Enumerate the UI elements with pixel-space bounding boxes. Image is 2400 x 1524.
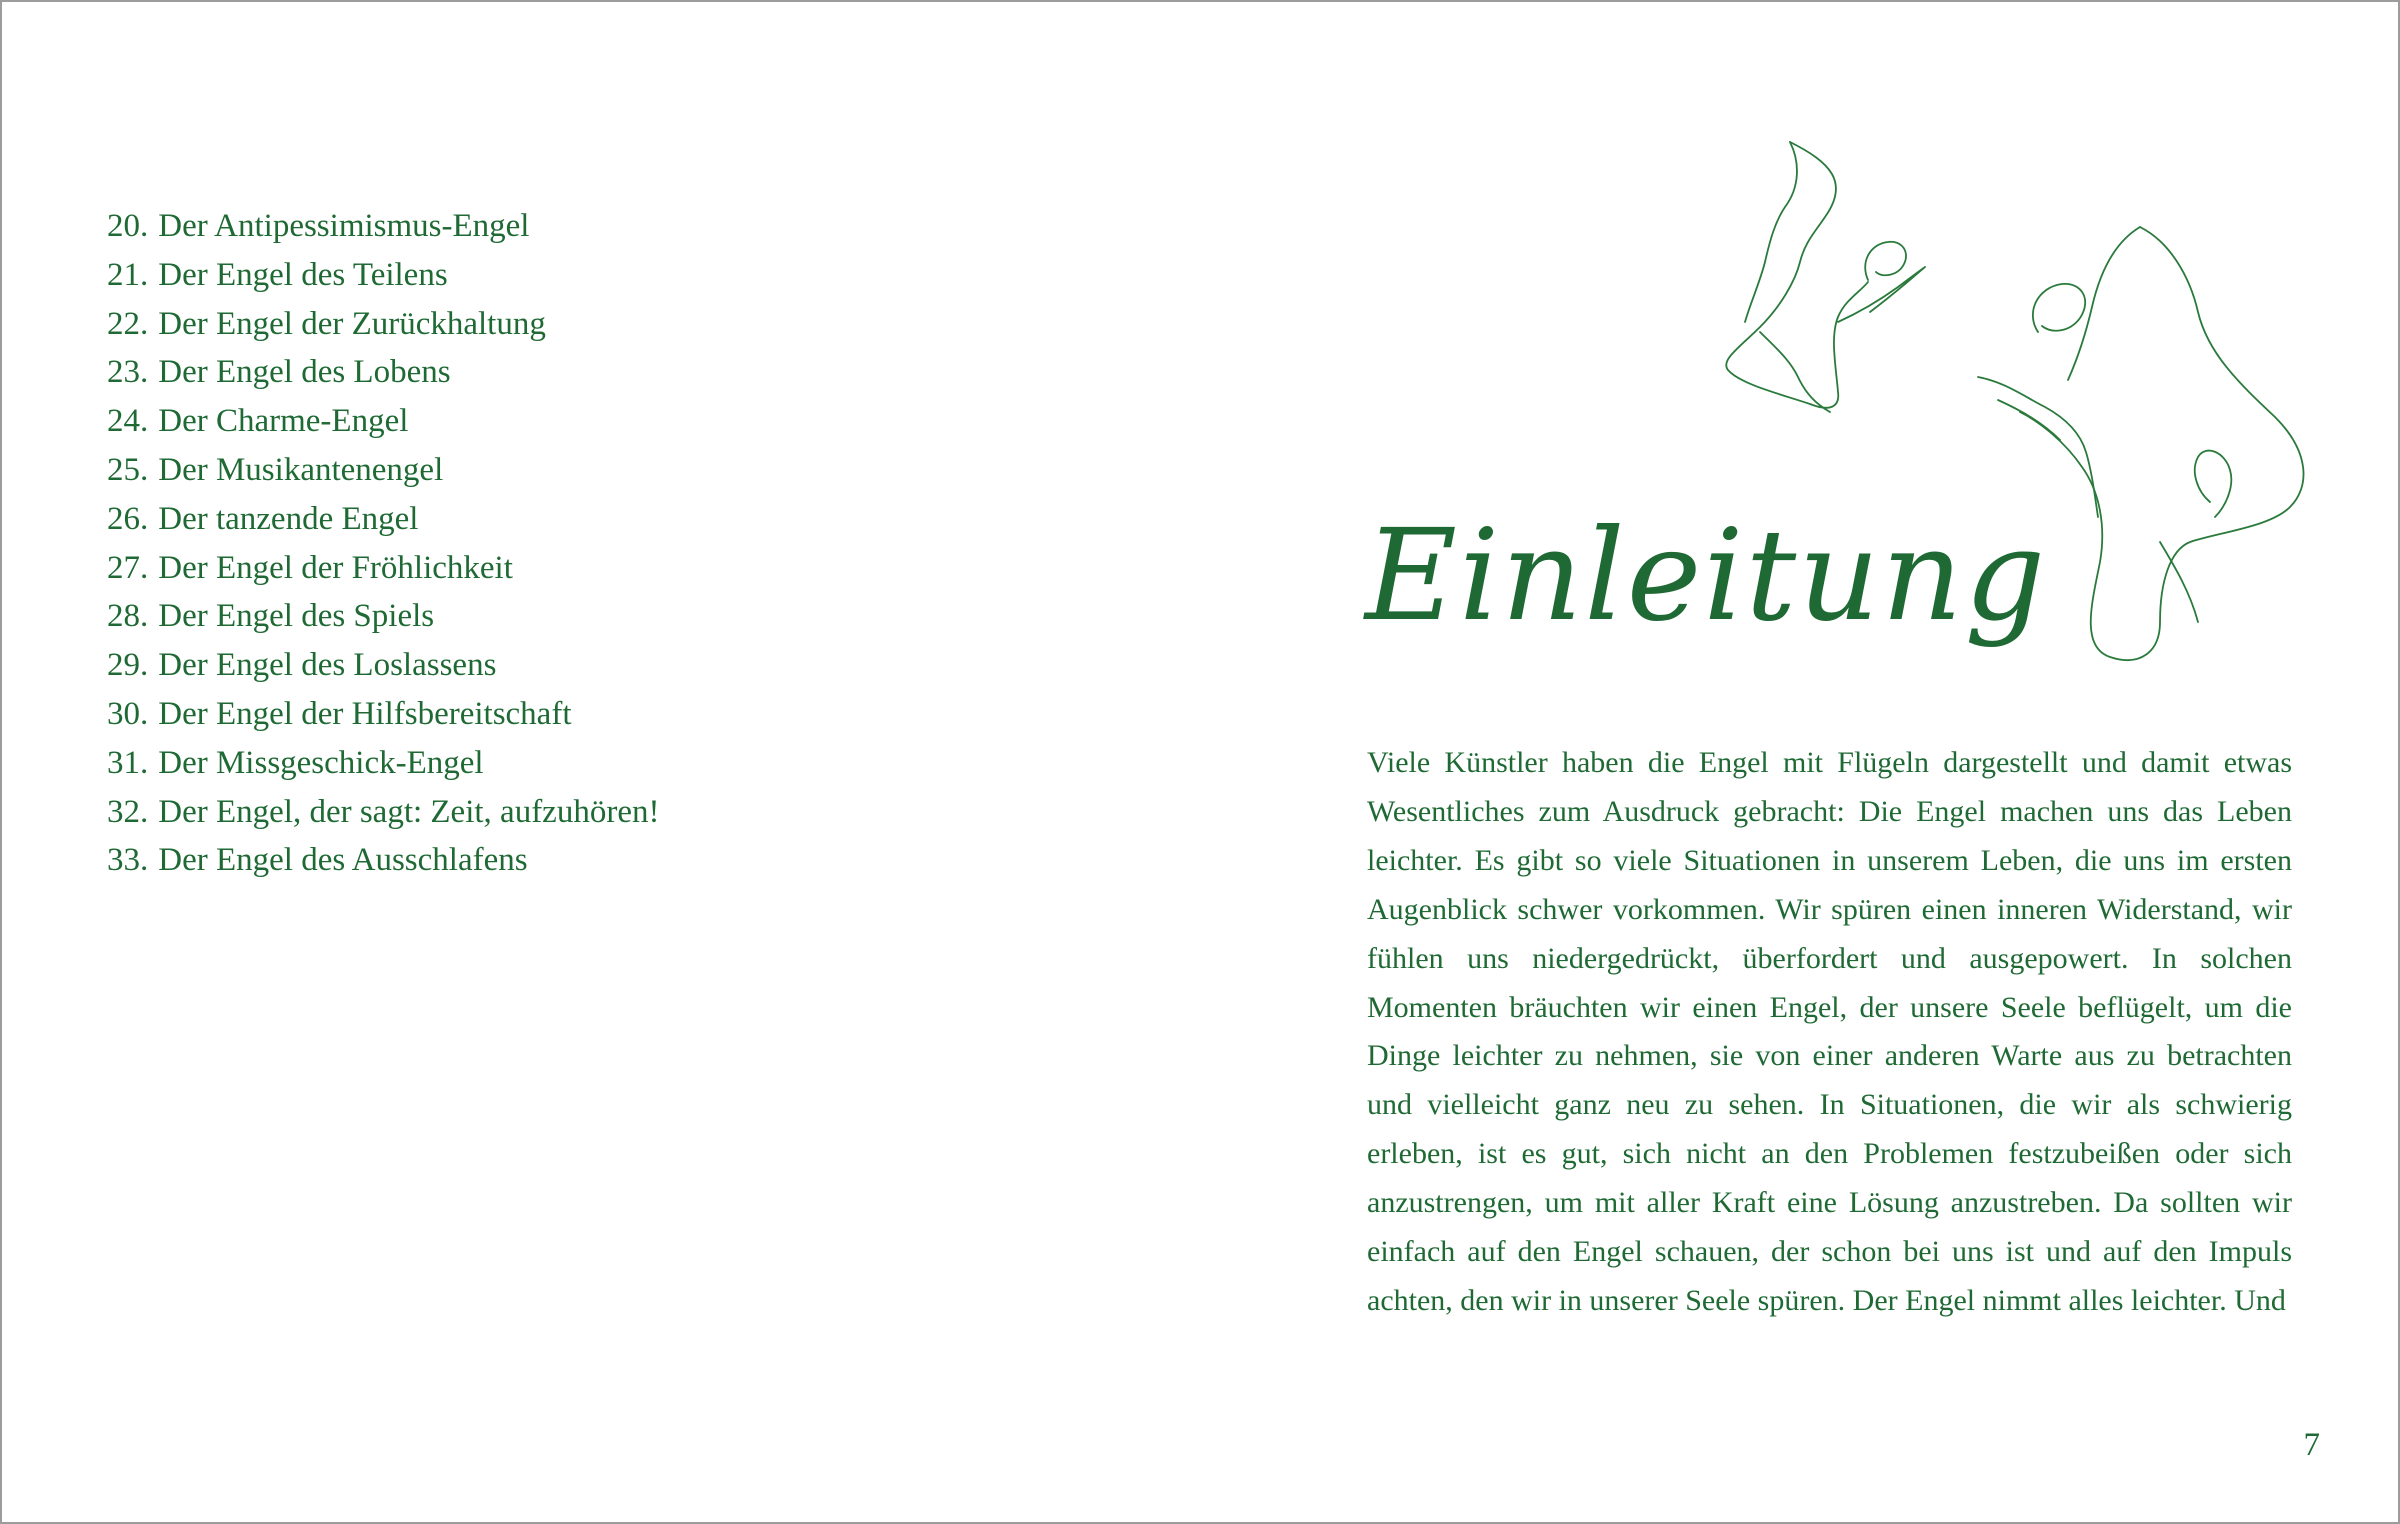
toc-item: 23. Der Engel des Lobens (107, 354, 451, 391)
toc-item: 27. Der Engel der Fröhlichkeit (107, 549, 513, 586)
right-angel-arm (1978, 377, 2098, 517)
toc-item: 30. Der Engel der Hilfsbereitschaft (107, 695, 572, 732)
body-paragraph: Viele Künstler haben die Engel mit Flügeln dargestellt und damit etwas Wesentliches zum Ausdruck gebracht: Die Engel machen uns das Leben leichter. Es gibt so viele Situationen in unserem Leben, die uns im ersten Augenblick schwer vorkommen. Wir spüren einen inneren Widerstand, wir fühlen uns niedergedrückt, überfordert und ausgepowert. In solchen Momenten bräuchten wir einen Engel, der unsere Seele beflügelt, um die Dinge leichter zu nehmen, sie von einer anderen Warte aus zu betrachten und vielleicht ganz neu zu sehen. In Situationen, die wir als schwierig erleben, ist es gut, sich nicht an den Problemen festzubeißen oder sich anzustrengen, um mit aller Kraft eine Lösung anzustreben. Da sollten wir einfach auf den Engel schauen, der schon bei uns ist und auf den Impuls achten, den wir in unserer Seele spüren. Der Engel nimmt alles leichter. Und (1367, 746, 2292, 1317)
right-angel-face (2068, 227, 2140, 380)
chapter-title: Einleitung (1365, 502, 2048, 649)
toc-item: 22. Der Engel der Zurückhaltung (107, 305, 546, 342)
toc-item: 26. Der tanzende Engel (107, 500, 419, 537)
right-angel-outline (2020, 227, 2304, 660)
toc-item: 31. Der Missgeschick-Engel (107, 744, 484, 781)
left-page (2, 2, 1200, 1522)
table-of-contents (107, 202, 659, 885)
toc-item: 32. Der Engel, der sagt: Zeit, aufzuhören! (107, 793, 660, 830)
toc-item: 33. Der Engel des Ausschlafens (107, 842, 528, 879)
right-angel-arm-lower (1998, 400, 2060, 440)
toc-item: 29. Der Engel des Loslassens (107, 647, 497, 684)
left-angel-face (1745, 142, 1797, 322)
left-angel-outline (1726, 142, 1868, 408)
toc-item: 25. Der Musikantenengel (107, 451, 444, 488)
toc-item: 24. Der Charme-Engel (107, 403, 409, 440)
right-angel-wing (2195, 451, 2232, 517)
right-angel-halo (2033, 284, 2085, 332)
toc-item: 21. Der Engel des Teilens (107, 256, 448, 293)
left-angel-halo (1865, 242, 1906, 280)
toc-item: 28. Der Engel des Spiels (107, 598, 435, 635)
right-page (1200, 2, 2398, 1522)
toc-item: 20. Der Antipessimismus-Engel (107, 208, 530, 244)
right-angel-robe-fold (2160, 542, 2198, 622)
page-number: 7 (2303, 1427, 2320, 1463)
